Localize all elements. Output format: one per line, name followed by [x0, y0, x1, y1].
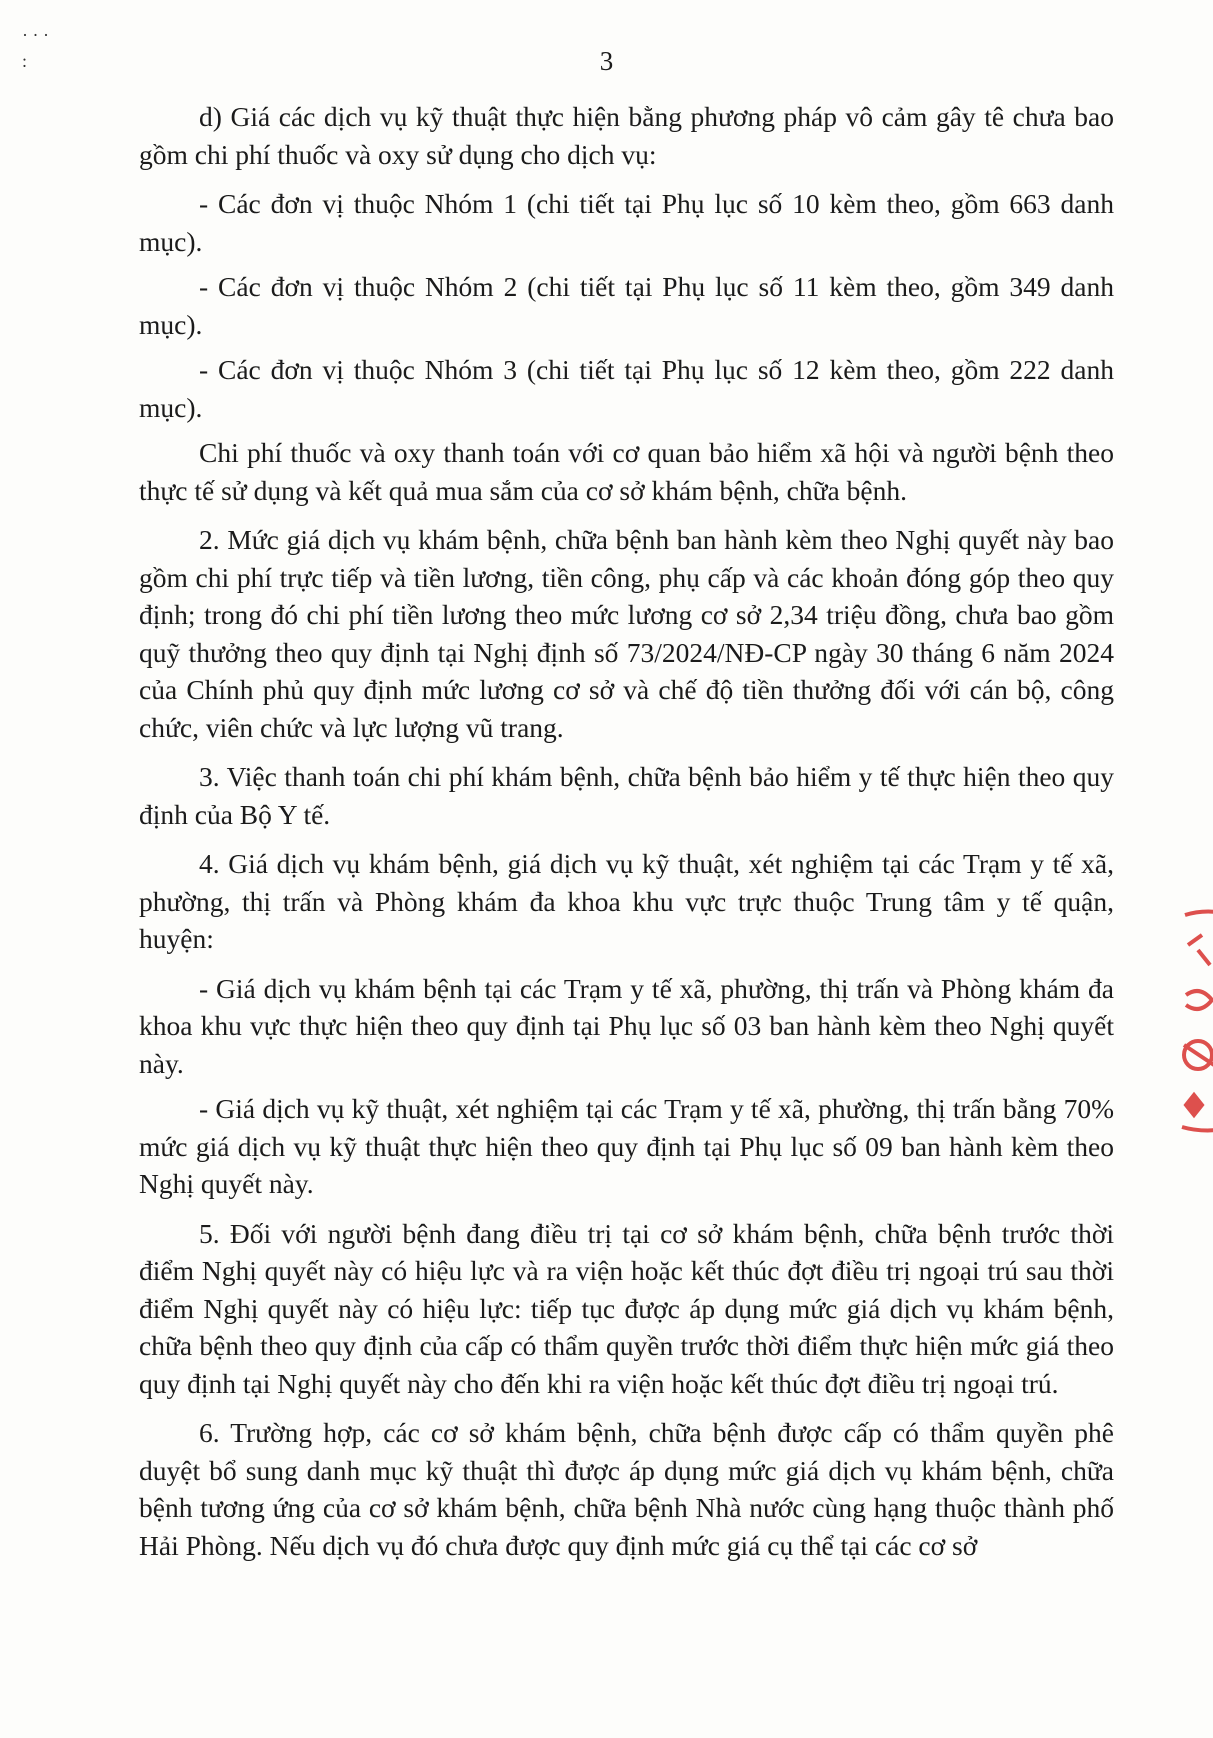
list-item-technical-price: - Giá dịch vụ kỹ thuật, xét nghiệm tại các Trạm y tế xã, phường, thị trấn bằng 70% mức giá dịch vụ kỹ thuật thực hiện theo quy định tại Phụ lục số 09 ban hành kèm theo Nghị quyết này.	[139, 1093, 1114, 1199]
paragraph-drug-costs: Chi phí thuốc và oxy thanh toán với cơ quan bảo hiểm xã hội và người bệnh theo thực tế sử dụng và kết quả mua sắm của cơ sở khám bệnh, chữa bệnh.	[139, 437, 1114, 506]
paragraph-4: 4. Giá dịch vụ khám bệnh, giá dịch vụ kỹ thuật, xét nghiệm tại các Trạm y tế xã, phường, thị trấn và Phòng khám đa khoa khu vực trực thuộc Trung tâm y tế quận, huyện:	[139, 848, 1114, 954]
list-item-group-3: - Các đơn vị thuộc Nhóm 3 (chi tiết tại Phụ lục số 12 kèm theo, gồm 222 danh mục).	[139, 354, 1114, 423]
document-body	[139, 98, 1114, 1576]
red-seal-stamp	[1180, 905, 1213, 1135]
paragraph-d: d) Giá các dịch vụ kỹ thuật thực hiện bằng phương pháp vô cảm gây tê chưa bao gồm chi phí thuốc và oxy sử dụng cho dịch vụ:	[139, 101, 1114, 170]
list-item-group-1: - Các đơn vị thuộc Nhóm 1 (chi tiết tại Phụ lục số 10 kèm theo, gồm 663 danh mục).	[139, 188, 1114, 257]
scan-marks: · · · :	[22, 25, 49, 71]
paragraph-6: 6. Trường hợp, các cơ sở khám bệnh, chữa bệnh được cấp có thẩm quyền phê duyệt bổ sung danh mục kỹ thuật thì được áp dụng mức giá dịch vụ khám bệnh, chữa bệnh tương ứng của cơ sở khám bệnh, chữa bệnh Nhà nước cùng hạng thuộc thành phố Hải Phòng. Nếu dịch vụ đó chưa được quy định mức giá cụ thể tại các cơ sở	[139, 1417, 1114, 1561]
paragraph-5: 5. Đối với người bệnh đang điều trị tại cơ sở khám bệnh, chữa bệnh trước thời điểm Nghị quyết này có hiệu lực và ra viện hoặc kết thúc đợt điều trị ngoại trú sau thời điểm Nghị quyết này có hiệu lực: tiếp tục được áp dụng mức giá dịch vụ khám bệnh, chữa bệnh theo quy định của cấp có thẩm quyền trước thời điểm thực hiện mức giá theo quy định tại Nghị quyết này cho đến khi ra viện hoặc kết thúc đợt điều trị ngoại trú.	[139, 1217, 1114, 1399]
page-number: 3	[599, 46, 614, 76]
list-item-group-2: - Các đơn vị thuộc Nhóm 2 (chi tiết tại Phụ lục số 11 kèm theo, gồm 349 danh mục).	[139, 271, 1114, 340]
paragraph-2: 2. Mức giá dịch vụ khám bệnh, chữa bệnh ban hành kèm theo Nghị quyết này bao gồm chi phí trực tiếp và tiền lương, tiền công, phụ cấp và các khoản đóng góp theo quy định; trong đó chi phí tiền lương theo mức lương cơ sở 2,34 triệu đồng, chưa bao gồm quỹ thưởng theo quy định tại Nghị định số 73/2024/NĐ-CP ngày 30 tháng 6 năm 2024 của Chính phủ quy định mức lương cơ sở và chế độ tiền thưởng đối với cán bộ, công chức, viên chức và lực lượng vũ trang.	[139, 524, 1114, 743]
list-item-exam-price: - Giá dịch vụ khám bệnh tại các Trạm y tế xã, phường, thị trấn và Phòng khám đa khoa khu vực thực hiện theo quy định tại Phụ lục số 03 ban hành kèm theo Nghị quyết này.	[139, 972, 1114, 1079]
paragraph-3: 3. Việc thanh toán chi phí khám bệnh, chữa bệnh bảo hiểm y tế thực hiện theo quy định của Bộ Y tế.	[139, 761, 1114, 830]
